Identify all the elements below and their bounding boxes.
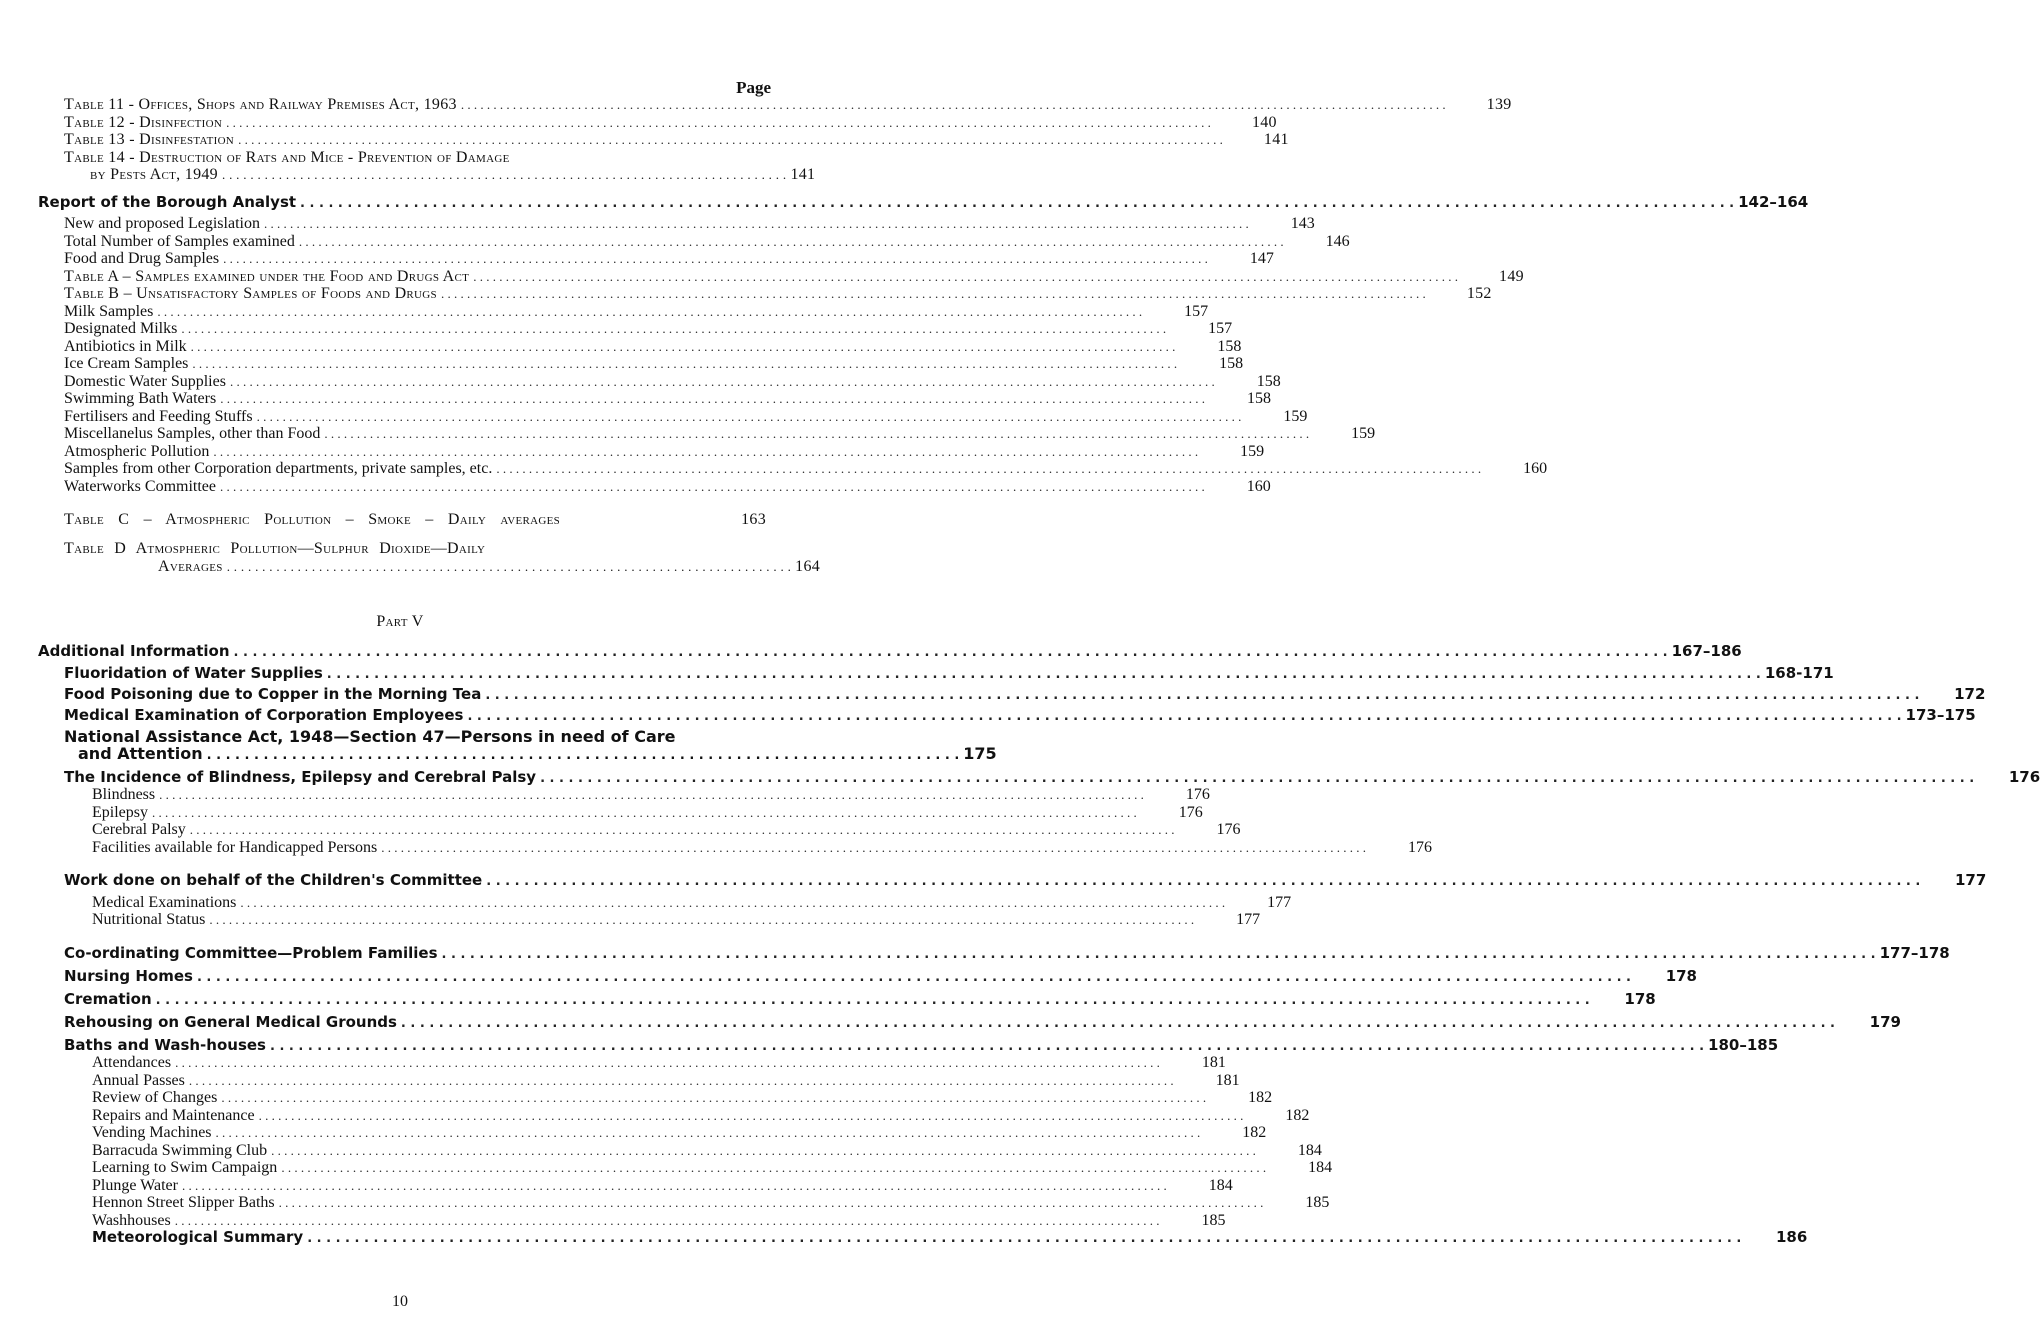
toc-entry[interactable]: Ice Cream Samples . . . 158 bbox=[64, 355, 766, 373]
toc-entry-table-c[interactable]: Table C – Atmospheric Pollution – Smoke – Daily averages 163 bbox=[64, 511, 766, 528]
toc-entry[interactable]: Waterworks Committee . . . 160 bbox=[64, 478, 766, 496]
toc-entry-baths-wash-houses[interactable]: Baths and Wash-houses . . . 180–185 bbox=[64, 1037, 766, 1056]
toc-entry-national-assistance[interactable]: National Assistance Act, 1948—Section 47—Persons in need of Care and Attention . . . 175 bbox=[64, 728, 766, 765]
toc-subentry[interactable]: Medical Examinations . . . 177 bbox=[92, 894, 766, 912]
toc-entry[interactable]: New and proposed Legislation . . . 143 bbox=[64, 215, 766, 233]
toc-entry-table-a[interactable]: Table A – Samples examined under the Food and Drugs Act . . . 149 bbox=[64, 268, 766, 286]
toc-subentry[interactable]: Washhouses . . . 185 bbox=[92, 1212, 766, 1230]
toc-subentry[interactable]: Plunge Water . . . 184 bbox=[92, 1177, 766, 1195]
toc-entry-meteorological-summary[interactable]: Meteorological Summary . . . 186 bbox=[92, 1229, 766, 1248]
toc-entry-fluoridation[interactable]: Fluoridation of Water Supplies . . . 168-171 bbox=[64, 665, 766, 684]
toc-entry[interactable]: Food and Drug Samples . . . 147 bbox=[64, 250, 766, 268]
toc-subentry[interactable]: Repairs and Maintenance . . . 182 bbox=[92, 1107, 766, 1125]
toc-subentry[interactable]: Vending Machines . . . 182 bbox=[92, 1124, 766, 1142]
toc-entry-food-poisoning[interactable]: Food Poisoning due to Copper in the Morning Tea . . . 172 bbox=[64, 686, 766, 705]
toc-entry[interactable]: Samples from other Corporation departments, private samples, etc. . . . 160 bbox=[64, 460, 766, 478]
toc-entry-table-d[interactable]: Table D Atmospheric Pollution—Sulphur Dioxide—Daily Averages . . . 164 bbox=[64, 540, 766, 575]
toc-entry[interactable]: Domestic Water Supplies . . . 158 bbox=[64, 373, 766, 391]
toc-entry-co-ordinating-committee[interactable]: Co-ordinating Committee—Problem Families . . . 177–178 bbox=[64, 945, 766, 964]
toc-subentry[interactable]: Nutritional Status . . . 177 bbox=[92, 911, 766, 929]
toc-entry-table-12[interactable]: Table 12 - Disinfection . . . 140 bbox=[64, 114, 766, 132]
toc-entry-rehousing[interactable]: Rehousing on General Medical Grounds . . . 179 bbox=[64, 1014, 766, 1033]
page-column-header: Page bbox=[736, 78, 771, 97]
toc-subentry[interactable]: Annual Passes . . . 181 bbox=[92, 1072, 766, 1090]
toc-subentry[interactable]: Hennon Street Slipper Baths . . . 185 bbox=[92, 1194, 766, 1212]
toc-subentry[interactable]: Blindness . . . 176 bbox=[92, 786, 766, 804]
toc-subentry[interactable]: Learning to Swim Campaign . . . 184 bbox=[92, 1159, 766, 1177]
part-title: Part V bbox=[376, 613, 424, 630]
contents-list bbox=[0, 96, 2040, 1247]
toc-entry-childrens-committee[interactable]: Work done on behalf of the Children's Committee . . . 177 bbox=[64, 872, 766, 891]
toc-entry[interactable]: Milk Samples . . . 157 bbox=[64, 303, 766, 321]
toc-entry[interactable]: Fertilisers and Feeding Stuffs . . . 159 bbox=[64, 408, 766, 426]
toc-subentry[interactable]: Barracuda Swimming Club . . . 184 bbox=[92, 1142, 766, 1160]
toc-subentry[interactable]: Review of Changes . . . 182 bbox=[92, 1089, 766, 1107]
toc-subentry[interactable]: Attendances . . . 181 bbox=[92, 1054, 766, 1072]
toc-entry[interactable]: Swimming Bath Waters . . . 158 bbox=[64, 390, 766, 408]
toc-entry[interactable]: Antibiotics in Milk . . . 158 bbox=[64, 338, 766, 356]
toc-entry-medical-examination[interactable]: Medical Examination of Corporation Employees . . . 173–175 bbox=[64, 707, 766, 726]
toc-entry-blindness-epilepsy[interactable]: The Incidence of Blindness, Epilepsy and Cerebral Palsy . . . 176 bbox=[64, 769, 766, 788]
toc-heading-borough-analyst[interactable]: Report of the Borough Analyst . . . 142–164 bbox=[38, 194, 766, 213]
toc-entry-table-11[interactable]: Table 11 - Offices, Shops and Railway Premises Act, 1963 . . . 139 bbox=[64, 96, 766, 114]
toc-subentry[interactable]: Cerebral Palsy . . . 176 bbox=[92, 821, 766, 839]
toc-entry-table-13[interactable]: Table 13 - Disinfestation . . . 141 bbox=[64, 131, 766, 149]
toc-entry[interactable]: Total Number of Samples examined . . . 146 bbox=[64, 233, 766, 251]
toc-entry-nursing-homes[interactable]: Nursing Homes . . . 178 bbox=[64, 968, 766, 987]
toc-entry-table-b[interactable]: Table B – Unsatisfactory Samples of Foods and Drugs . . . 152 bbox=[64, 285, 766, 303]
toc-entry[interactable]: Miscellanelus Samples, other than Food . . . 159 bbox=[64, 425, 766, 443]
toc-subentry[interactable]: Epilepsy . . . 176 bbox=[92, 804, 766, 822]
footer-page-number: 10 bbox=[392, 1293, 408, 1310]
toc-entry[interactable]: Designated Milks . . . 157 bbox=[64, 320, 766, 338]
toc-entry-table-14[interactable]: Table 14 - Destruction of Rats and Mice - Prevention of Damage by Pests Act, 1949 . . . 141 bbox=[64, 149, 766, 184]
toc-subentry[interactable]: Facilities available for Handicapped Persons . . . 176 bbox=[92, 839, 766, 857]
toc-entry-cremation[interactable]: Cremation . . . 178 bbox=[64, 991, 766, 1010]
toc-entry[interactable]: Atmospheric Pollution . . . 159 bbox=[64, 443, 766, 461]
toc-heading-additional-information[interactable]: Additional Information . . . 167–186 bbox=[38, 643, 766, 662]
